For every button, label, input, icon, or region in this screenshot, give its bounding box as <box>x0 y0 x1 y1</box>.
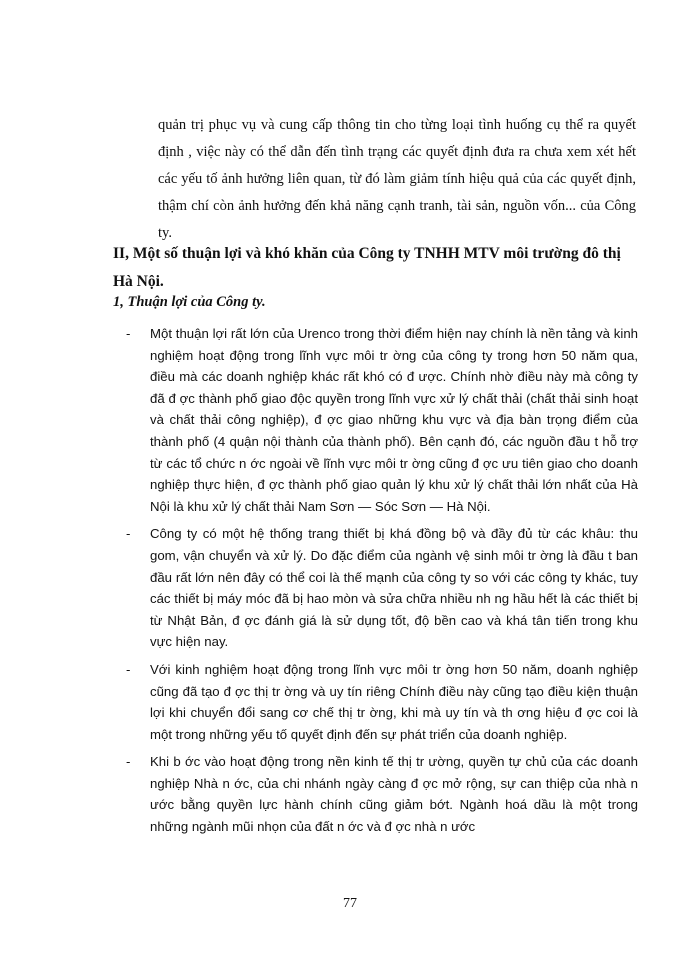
bullet-dash: - <box>126 754 131 770</box>
list-item <box>126 751 638 837</box>
bullet-dash: - <box>126 661 131 677</box>
bullet-dash: - <box>126 526 131 542</box>
list-item <box>126 659 638 745</box>
list-item-text: Công ty có một hệ thống trang thiết bị khá đồng bộ và đầy đủ từ các khâu: thu gom, vận chuyển và xử lý. Do đặc điểm của ngành vệ sinh môi tr ờng là đầu t ban đầu rất lớn nên đây có thể coi là thế mạnh của công ty so với các công ty khác, tuy các thiết bị máy móc đã bị hao mòn và sửa chữa nhiều nh ng hầu hết là các thiết bị từ Nhật Bản, đ ợc đánh giá là sử dụng tốt, độ bền cao và khá tân tiến trong khu vực hiện nay. <box>150 526 638 650</box>
list-item <box>126 323 638 517</box>
list-item-text: Khi b ớc vào hoạt động trong nền kinh tế thị tr ường, quyền tự chủ của các doanh nghiệp Nhà n ớc, của chi nhánh ngày càng đ ợc mở rộng, sự can thiệp của nhà n ước bằng quyền lực hành chính cũng giảm bớt. Ngành hoá dầu là một trong những ngành mũi nhọn của đất n ớc và đ ợc nhà n ước <box>150 754 638 835</box>
bullet-dash: - <box>126 326 131 341</box>
section-heading: II, Một số thuận lợi và khó khăn của Công ty TNHH MTV môi trường đô thị Hà Nội. <box>113 245 621 290</box>
intro-paragraph: quản trị phục vụ và cung cấp thông tin cho từng loại tình huống cụ thể ra quyết định , việc này có thể dẫn đến tình trạng các quyết định đưa ra chưa xem xét hết các yếu tố ảnh hưởng liên quan, từ đó làm giảm tính hiệu quả của các quyết định, thậm chí còn ảnh hưởng đến khả năng cạnh tranh, tài sản, nguồn vốn... của Công ty. <box>158 117 636 241</box>
list-item-text: Với kinh nghiệm hoạt động trong lĩnh vực môi tr ờng hơn 50 năm, doanh nghiệp cũng đã tạo đ ợc thị tr ờng và uy tín riêng Chính điều này cũng tạo điều kiện thuận lợi khi chuyển đổi sang cơ chế thị tr ờng, khi mà uy tín và th ơng hiệu đ ợc coi là một trong những yếu tố quyết định đến sự phát triển của doanh nghiệp. <box>150 661 638 742</box>
list-item-text: Một thuận lợi rất lớn của Urenco trong thời điểm hiện nay chính là nền tảng và kinh nghiệm hoạt động trong lĩnh vực môi tr ờng của công ty trong hơn 50 năm qua, điều mà các doanh nghiệp khác rất khó có đ ược. Chính nhờ điều này mà công ty đã đ ợc thành phố giao độc quyền trong lĩnh vực xử lý chất thải (chất thải sinh hoạt và chất thải công nghiệp), đ ợc giao những khu vực và địa bàn trọng điểm của thành phố (4 quận nội thành của thành phố). Bên cạnh đó, các nguồn đầu t hỗ trợ từ các tổ chức n ớc ngoài về lĩnh vực môi tr ờng cũng đ ợc ưu tiên giao cho doanh nghiệp thực hiện, đ ợc thành phố giao quản lý khu xử lý chất thải lớn nhất của Hà Nội là khu xử lý chất thải Nam Sơn — Sóc Sơn — Hà Nội. <box>150 326 638 514</box>
subsection-heading: 1, Thuận lợi của Công ty. <box>113 294 266 310</box>
advantages-list <box>126 323 638 844</box>
list-item <box>126 523 638 653</box>
page-number: 77 <box>343 896 357 911</box>
